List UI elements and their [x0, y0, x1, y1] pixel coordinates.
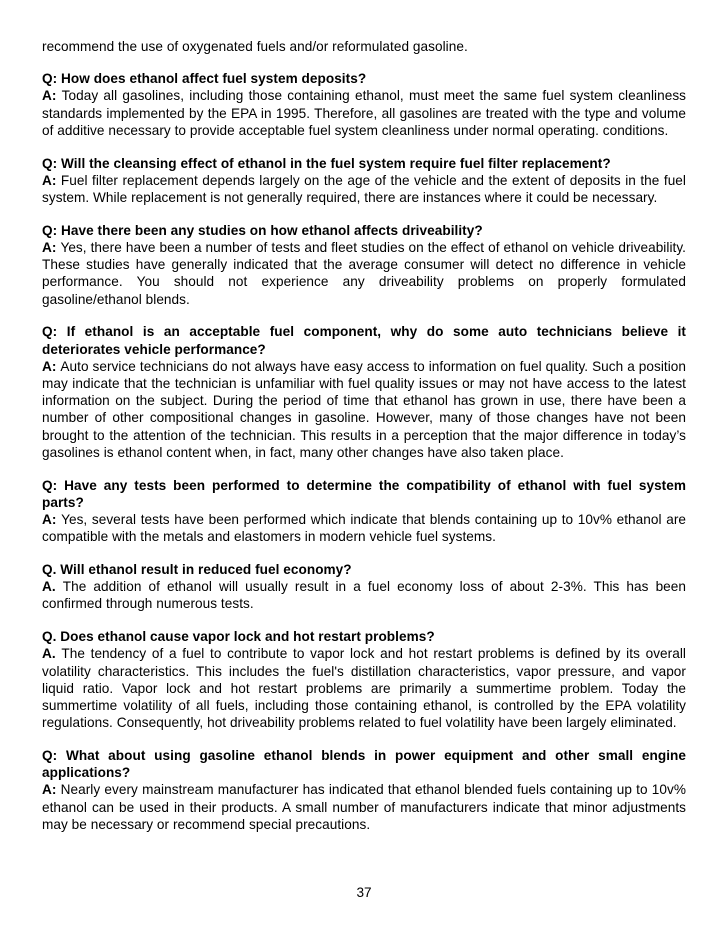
qa-item-vapor-lock [42, 628, 686, 731]
answer-label: A. [42, 646, 56, 662]
document-page [42, 38, 686, 833]
question: Q: Have any tests been performed to determine the compatibility of ethanol with fuel system parts? [42, 477, 686, 510]
question: Q: What about using gasoline ethanol blends in power equipment and other small engine applications? [42, 748, 686, 781]
answer [42, 645, 686, 731]
answer-text: The addition of ethanol will usually result in a fuel economy loss of about 2-3%. This has been confirmed through numerous tests. [42, 579, 687, 612]
answer-text: Today all gasolines, including those containing ethanol, must meet the same fuel system cleanliness standards implemented by the EPA in 1995. Therefore, all gasolines are treated with the type and volume of additive necessary to provide acceptable fuel system cleanliness under normal operating. conditions. [42, 88, 687, 138]
intro-text: recommend the use of oxygenated fuels and/or reformulated gasoline. [42, 39, 468, 54]
qa-item-fuel-system-deposits [42, 70, 686, 139]
qa-item-fuel-economy [42, 561, 686, 613]
question: Q: Have there been any studies on how ethanol affects driveability? [42, 222, 483, 238]
question: Q: Will the cleansing effect of ethanol in the fuel system require fuel filter replacement? [42, 155, 611, 171]
qa-item-fuel-filter [42, 155, 686, 207]
answer-label: A. [42, 579, 56, 595]
answer-label: A: [42, 358, 57, 374]
answer [42, 87, 686, 139]
answer [42, 172, 686, 206]
answer [42, 578, 686, 612]
answer-text: The tendency of a fuel to contribute to vapor lock and hot restart problems is defined by its overall volatility characteristics. This includes the fuel's distillation characteristics, vapor pressure, and vapor liquid ratio. Vapor lock and hot restart problems are primarily a summertime problem. Today the summertime volatility of all fuels, including those containing ethanol, is controlled by the EPA volatility regulations. Consequently, hot driveability problems related to fuel volatility have been largely eliminated. [42, 646, 686, 731]
answer-text: Yes, there have been a number of tests and fleet studies on the effect of ethanol on vehicle driveability. These studies have generally indicated that the average consumer will detect no difference in vehicle performance. You should not experience any driveability problems on properly formulated gasoline/ethanol blends. [42, 240, 686, 307]
answer-text: Yes, several tests have been performed which indicate that blends containing up to 10v% ethanol are compatible with the metals and elastomers in modern vehicle fuel systems. [42, 512, 686, 545]
answer-label: A: [42, 172, 57, 188]
qa-item-technicians-belief [42, 323, 686, 461]
answer-text: Nearly every mainstream manufacturer has indicated that ethanol blended fuels containing up to 10v% ethanol can be used in their products. A small number of manufacturers indicate that minor adjustments may be necessary or recommend special precautions. [42, 782, 686, 832]
qa-item-driveability-studies [42, 222, 686, 308]
answer [42, 781, 686, 833]
answer [42, 358, 686, 461]
question: Q. Does ethanol cause vapor lock and hot restart problems? [42, 629, 435, 645]
answer-label: A: [42, 240, 57, 256]
answer [42, 511, 686, 545]
question: Q. Will ethanol result in reduced fuel economy? [42, 562, 352, 578]
answer-label: A: [42, 88, 57, 104]
page-number: 37 [356, 885, 372, 900]
question: Q: How does ethanol affect fuel system deposits? [42, 71, 367, 87]
answer-label: A: [42, 512, 57, 528]
answer-label: A: [42, 782, 57, 798]
question: Q: If ethanol is an acceptable fuel component, why do some auto technicians believe it deteriorates vehicle performance? [42, 324, 686, 357]
qa-item-compatibility-tests [42, 477, 686, 546]
answer [42, 239, 686, 308]
answer-text: Auto service technicians do not always have easy access to information on fuel quality. Such a position may indicate that the technician is unfamiliar with fuel quality issues or may not have access to the latest information on the subject. During the period of time that ethanol has grown in use, there have been a number of other compositional changes in gasoline. However, many of those changes have not been brought to the attention of the technician. This results in a perception that the major difference in today’s gasolines is ethanol content when, in fact, many other changes have also taken place. [42, 358, 687, 460]
qa-item-small-engines [42, 747, 686, 833]
answer-text: Fuel filter replacement depends largely on the age of the vehicle and the extent of deposits in the fuel system. While replacement is not generally required, there are instances where it could be necessary. [42, 172, 686, 206]
